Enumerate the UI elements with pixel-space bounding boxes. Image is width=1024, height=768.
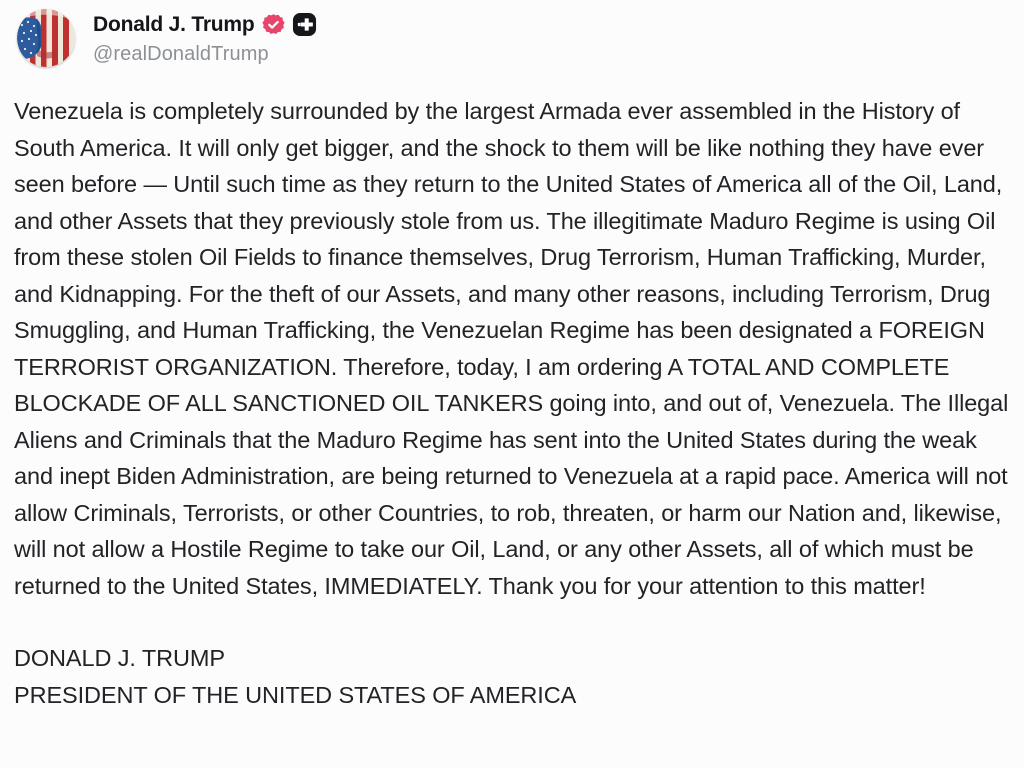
signature-name: DONALD J. TRUMP xyxy=(14,645,225,671)
author-row xyxy=(93,12,317,37)
author-block xyxy=(93,9,317,66)
avatar-flag-face-image xyxy=(17,9,75,67)
verified-badge-icon xyxy=(262,13,285,36)
post-body-text: Venezuela is completely surrounded by the largest Armada ever assembled in the History of South America. It will only get bigger, and the shock to them will be like nothing they have ever seen before — Until such time as they return to the United States of America all of the Oil, Land, and other Assets that they previously stole from us. The illegitimate Maduro Regime is using Oil from these stolen Oil Fields to finance themselves, Drug Terrorism, Human Trafficking, Murder, and Kidnapping. For the theft of our Assets, and many other reasons, including Terrorism, Drug Smuggling, and Human Trafficking, the Venezuelan Regime has been designated a FOREIGN TERRORIST ORGANIZATION. Therefore, today, I am ordering A TOTAL AND COMPLETE BLOCKADE OF ALL SANCTIONED OIL TANKERS going into, and out of, Venezuela. The Illegal Aliens and Criminals that the Maduro Regime has sent into the United States during the weak and inept Biden Administration, are being returned to Venezuela at a rapid pace. America will not allow Criminals, Terrorists, or other Countries, to rob, threaten, or harm our Nation and, likewise, will not allow a Hostile Regime to take our Oil, Land, or any other Assets, all of which must be returned to the United States, IMMEDIATELY. Thank you for your attention to this matter! xyxy=(14,98,1009,599)
signature-title: PRESIDENT OF THE UNITED STATES OF AMERICA xyxy=(14,682,577,708)
author-handle[interactable]: @realDonaldTrump xyxy=(93,43,269,65)
truth-plus-badge-icon xyxy=(292,12,317,37)
author-display-name[interactable]: Donald J. Trump xyxy=(93,12,255,36)
avatar[interactable] xyxy=(17,9,75,67)
post-header xyxy=(14,8,1010,67)
signature-block xyxy=(14,640,1010,714)
